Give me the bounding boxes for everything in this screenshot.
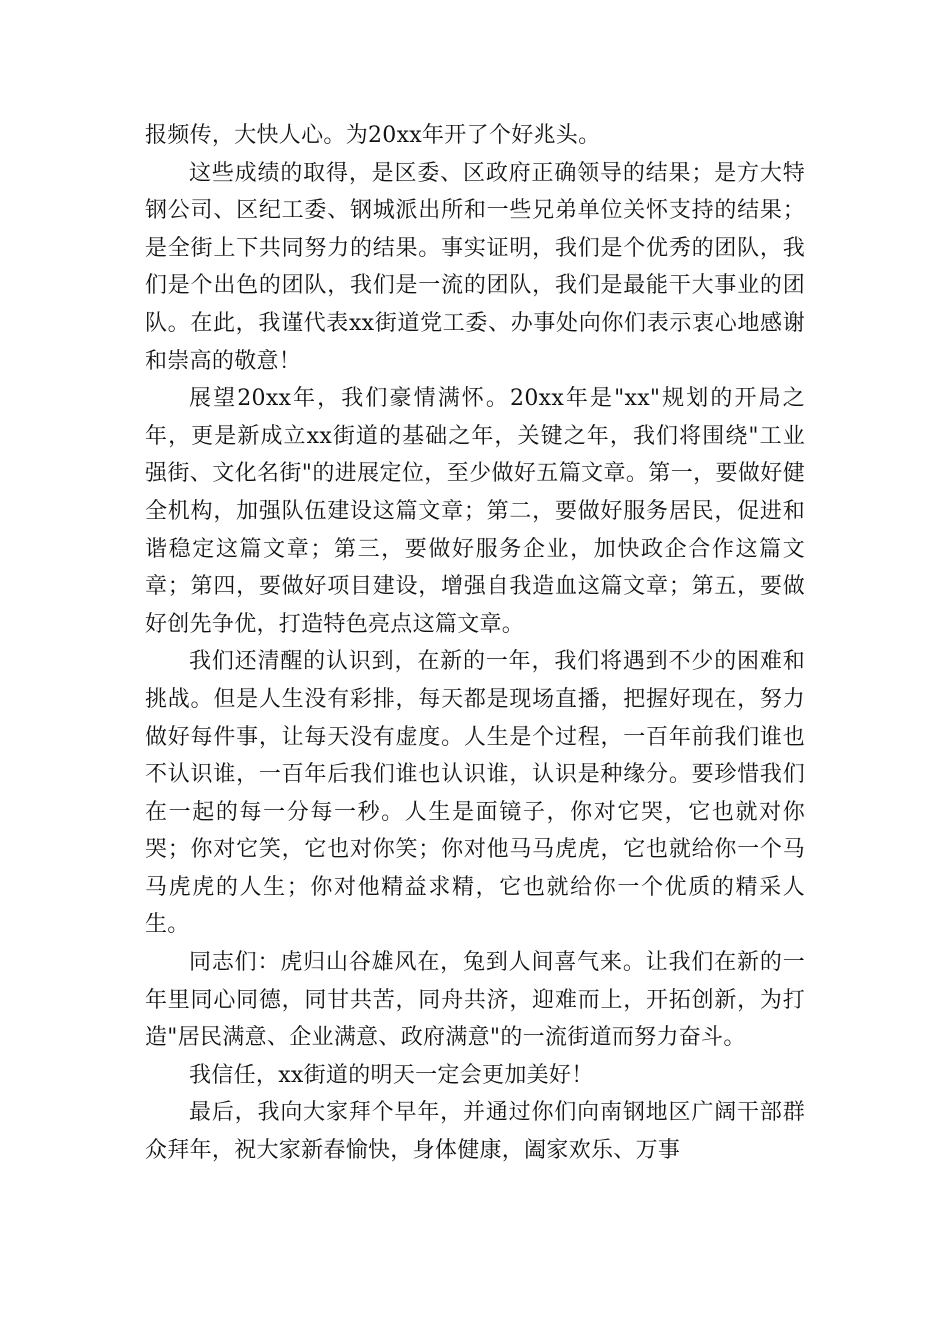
paragraph-belief: 我信任，xx街道的明天一定会更加美好！ xyxy=(189,1062,594,1088)
paragraph-achievements: 这些成绩的取得，是区委、区政府正确领导的结果；是方大特钢公司、区纪工委、钢城派出所和一些兄弟单位关怀支持的结果；是全街上下共同努力的结果。事实证明，我们是个优秀的团队，我们是个出色的团队，我们是一流的团队，我们是最能干大事业的团队。在此，我谨代表xx街道党工委、办事处向你们表示衷心地感谢和崇高的敬意！ xyxy=(145,160,805,374)
paragraph-challenges: 我们还清醒的认识到，在新的一年，我们将遇到不少的困难和挑战。但是人生没有彩排，每天都是现场直播，把握好现在，努力做好每件事，让每天没有虚度。人生是个过程，一百年前我们谁也不认识谁，一百年后我们谁也认识谁，认识是种缘分。要珍惜我们在一起的每一分每一秒。人生是面镜子，你对它哭，它也就对你哭；你对它笑，它也对你笑；你对他马马虎虎，它也就给你一个马马虎虎的人生；你对他精益求精，它也就给你一个优质的精采人生。 xyxy=(145,649,805,938)
paragraph-outlook: 展望20xx年，我们豪情满怀。20xx年是"xx"规划的开局之年，更是新成立xx街道的基础之年，关键之年，我们将围绕"工业强街、文化名街"的进展定位，至少做好五篇文章。第一，要做好健全机构，加强队伍建设这篇文章；第二，要做好服务居民，促进和谐稳定这篇文章；第三，要做好服务企业，加快政企合作这篇文章；第四，要做好项目建设，增强自我造血这篇文章；第五，要做好创先争优，打造特色亮点这篇文章。 xyxy=(145,386,805,637)
paragraph-closing: 最后，我向大家拜个早年，并通过你们向南钢地区广阔干部群众拜年，祝大家新春愉快，身体健康，阖家欢乐、万事 xyxy=(145,1100,805,1164)
paragraph-continuation: 报频传，大快人心。为20xx年开了个好兆头。 xyxy=(145,123,601,148)
paragraph-comrades: 同志们：虎归山谷雄风在，兔到人间喜气来。让我们在新的一年里同心同德，同甘共苦，同舟共济，迎难而上，开拓创新，为打造"居民满意、企业满意、政府满意"的一流街道而努力奋斗。 xyxy=(145,950,805,1051)
document-body xyxy=(145,117,805,1170)
